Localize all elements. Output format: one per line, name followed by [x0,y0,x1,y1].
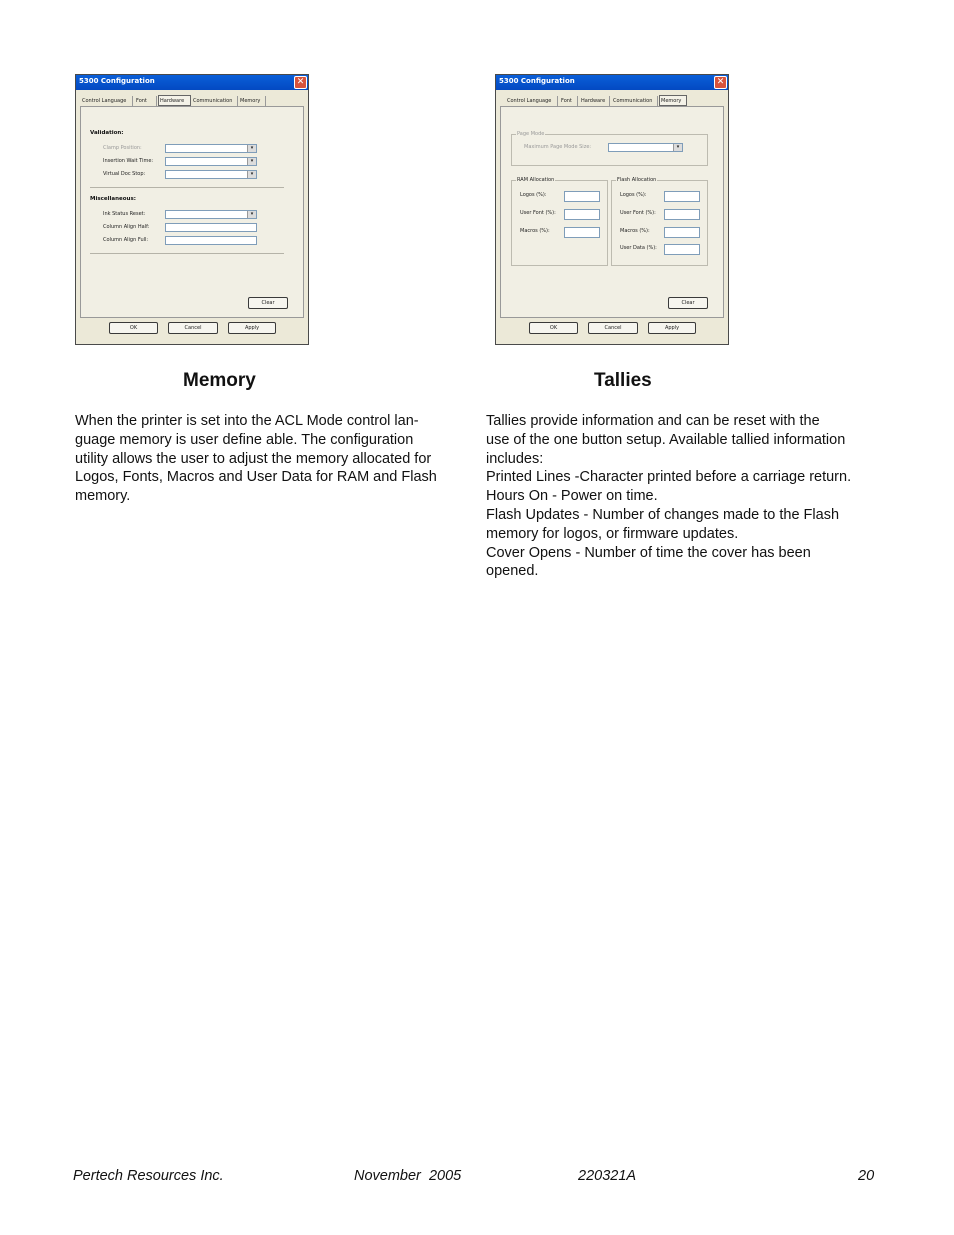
apply-button[interactable]: Apply [648,322,696,334]
page-mode-caption: Page Mode [517,131,545,137]
cancel-button[interactable]: Cancel [168,322,218,334]
text-line: Hours On - Power on time. [486,488,658,505]
tab-font[interactable]: Font [560,96,578,106]
tab-memory[interactable]: Memory [659,95,687,106]
text-line: memory. [75,488,131,505]
ram-user-font-input[interactable] [564,209,600,220]
title-bar [496,75,728,90]
footer-doc-number: 220321A [578,1168,637,1184]
close-icon[interactable]: ✕ [714,76,727,89]
validation-heading: Validation: [90,130,124,136]
tallies-heading: Tallies [594,370,652,391]
ram-allocation-caption: RAM Allocation [517,177,555,183]
flash-logos-label: Logos (%): [620,192,647,198]
dialog-title: 5300 Configuration [499,77,575,85]
ram-macros-label: Macros (%): [520,228,550,234]
config-dialog-hardware [75,74,309,345]
dropdown-arrow-icon: ▾ [247,145,256,152]
config-dialog-memory [495,74,729,345]
memory-panel [500,106,724,318]
tab-communication[interactable]: Communication [612,96,658,106]
clear-button[interactable]: Clear [668,297,708,309]
tab-control-language[interactable]: Control Language [81,96,133,106]
flash-user-data-input[interactable] [664,244,700,255]
text-line: Cover Opens - Number of time the cover has been [486,544,811,561]
clamp-position-select[interactable] [165,144,257,153]
text-line: Logos, Fonts, Macros and User Data for RAM and Flash [75,469,437,486]
insertion-wait-time-label: Insertion Wait Time: [103,158,154,164]
flash-macros-input[interactable] [664,227,700,238]
ram-logos-label: Logos (%): [520,192,547,198]
ink-status-reset-label: Ink Status Reset: [103,211,146,217]
dropdown-arrow-icon: ▾ [247,158,256,165]
ram-allocation-group [511,177,608,266]
flash-allocation-group [611,177,708,266]
flash-logos-input[interactable] [664,191,700,202]
tab-hardware[interactable]: Hardware [580,96,610,106]
divider [90,187,284,188]
text-line: includes: [486,450,544,467]
ok-button[interactable]: OK [529,322,578,334]
tab-communication[interactable]: Communication [192,96,238,106]
insertion-wait-time-select[interactable] [165,157,257,166]
footer-date: November 2005 [354,1168,462,1184]
clamp-position-label: Clamp Position: [103,145,142,151]
page-mode-group [511,131,708,166]
virtual-doc-stop-label: Virtual Doc Stop: [103,171,146,177]
max-page-mode-size-select[interactable] [608,143,683,152]
text-line: Printed Lines -Character printed before a carriage return. [486,469,852,486]
virtual-doc-stop-select[interactable] [165,170,257,179]
text-line: memory for logos, or firmware updates. [486,525,739,542]
apply-button[interactable]: Apply [228,322,276,334]
dropdown-arrow-icon: ▾ [673,144,682,151]
text-line: utility allows the user to adjust the memory allocated for [75,450,432,467]
flash-user-data-label: User Data (%): [620,245,657,251]
flash-user-font-input[interactable] [664,209,700,220]
text-line: Tallies provide information and can be reset with the [486,413,820,429]
title-bar [76,75,308,90]
text-line: guage memory is user define able. The configuration [75,431,414,448]
text-line: opened. [486,563,539,580]
miscellaneous-heading: Miscellaneous: [90,196,136,202]
column-align-full-label: Column Align Full: [103,237,149,243]
text-line: When the printer is set into the ACL Mode control lan- [75,413,419,429]
cancel-button[interactable]: Cancel [588,322,638,334]
ink-status-reset-select[interactable] [165,210,257,219]
close-icon[interactable]: ✕ [294,76,307,89]
flash-user-font-label: User Font (%): [620,210,656,216]
footer-company: Pertech Resources Inc. [73,1168,224,1184]
tab-hardware[interactable]: Hardware [158,95,191,106]
ram-user-font-label: User Font (%): [520,210,556,216]
tab-memory[interactable]: Memory [239,96,266,106]
column-align-full-input[interactable] [165,236,257,245]
flash-allocation-caption: Flash Allocation [617,177,657,183]
tallies-paragraph [486,412,851,581]
footer-page-number: 20 [858,1168,875,1184]
text-line: Flash Updates - Number of changes made to the Flash [486,506,840,523]
clear-button[interactable]: Clear [248,297,288,309]
hardware-panel [80,106,304,318]
flash-macros-label: Macros (%): [620,228,650,234]
dropdown-arrow-icon: ▾ [247,211,256,218]
column-align-half-label: Column Align Half: [103,224,150,230]
ok-button[interactable]: OK [109,322,158,334]
tab-font[interactable]: Font [135,96,157,106]
ram-logos-input[interactable] [564,191,600,202]
divider [90,253,284,254]
dialog-title: 5300 Configuration [79,77,155,85]
text-line: use of the one button setup. Available tallied information [486,431,846,448]
max-page-mode-size-label: Maximum Page Mode Size: [524,144,592,150]
tab-control-language[interactable]: Control Language [506,96,558,106]
memory-heading: Memory [183,370,256,391]
ram-macros-input[interactable] [564,227,600,238]
memory-paragraph [75,412,437,506]
dropdown-arrow-icon: ▾ [247,171,256,178]
column-align-half-input[interactable] [165,223,257,232]
